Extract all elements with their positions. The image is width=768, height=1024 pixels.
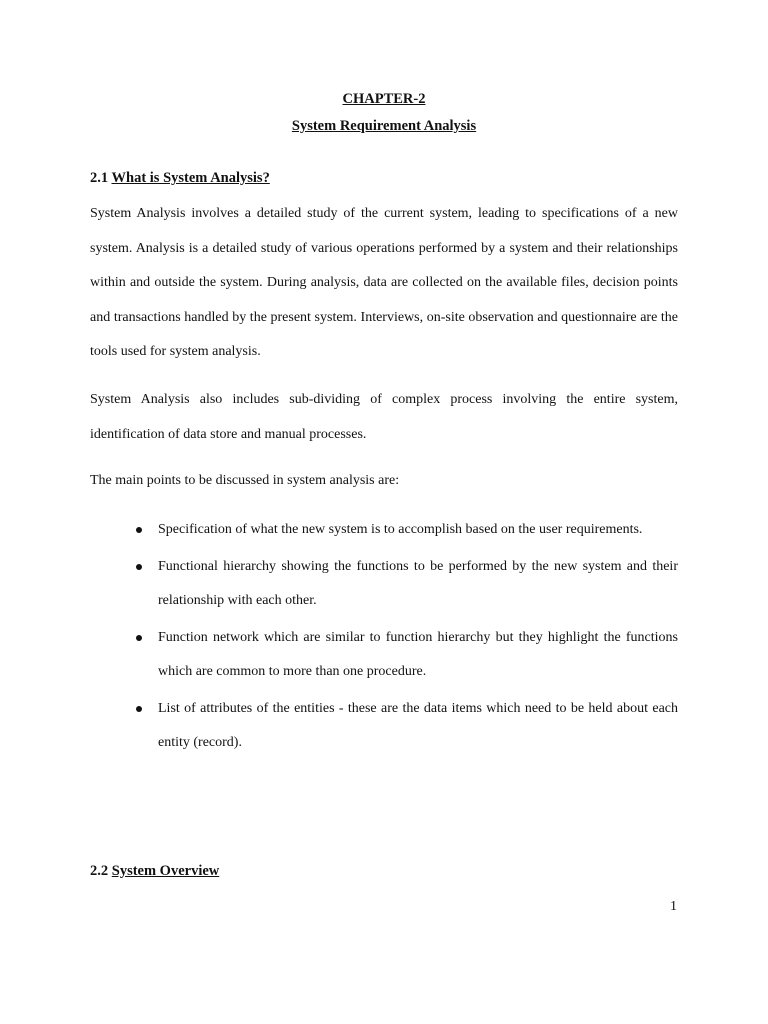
list-item <box>90 550 678 619</box>
paragraph-subdividing: System Analysis also includes sub-dividing of complex process involving the entire system, identification of data store and manual processes. <box>90 392 678 442</box>
list-item <box>90 621 678 690</box>
list-item <box>90 692 678 761</box>
list-item <box>90 513 678 548</box>
list-item-text: Function network which are similar to function hierarchy but they highlight the functions which are common to more than one procedure. <box>158 629 678 679</box>
section-title: What is System Analysis? <box>111 170 270 186</box>
bullet-icon <box>136 564 142 570</box>
main-points-list <box>90 513 678 763</box>
list-item-text: Functional hierarchy showing the functions to be performed by the new system and their relationship with each other. <box>158 558 678 608</box>
section-title: System Overview <box>111 863 220 879</box>
list-item-text: List of attributes of the entities - these are the data items which need to be held about each entity (record). <box>158 700 678 750</box>
chapter-label: CHAPTER-2 <box>342 91 426 107</box>
paragraph-main-points-intro: The main points to be discussed in system analysis are: <box>90 473 400 488</box>
bullet-icon <box>136 706 142 712</box>
section-heading-2-1 <box>90 170 270 187</box>
page-number: 1 <box>670 899 677 914</box>
section-number: 2.1 <box>90 170 109 186</box>
list-item-text: Specification of what the new system is to accomplish based on the user requirements. <box>158 522 643 537</box>
paragraph-system-analysis: System Analysis involves a detailed study of the current system, leading to specifications of a new system. Analysis is a detailed study of various operations performed by a system and their relationships within and outside the system. During analysis, data are collected on the available files, decision points and transactions handled by the present system. Interviews, on-site observation and questionnaire are the tools used for system analysis. <box>90 206 678 359</box>
bullet-icon <box>136 527 142 533</box>
section-number: 2.2 <box>90 863 109 879</box>
bullet-icon <box>136 635 142 641</box>
section-heading-2-2 <box>90 863 219 880</box>
chapter-title: System Requirement Analysis <box>291 118 477 134</box>
